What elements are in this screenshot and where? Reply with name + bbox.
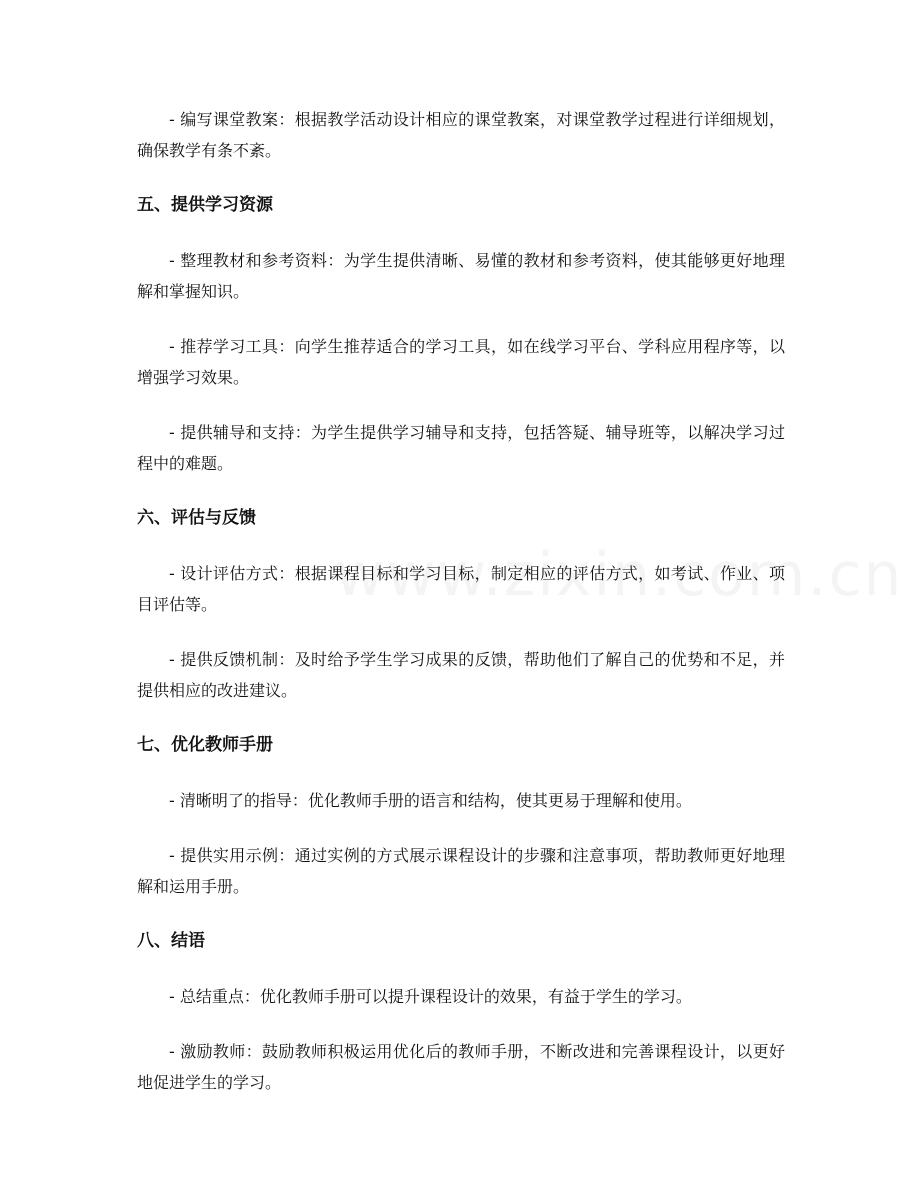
paragraph: - 提供反馈机制：及时给予学生学习成果的反馈，帮助他们了解自己的优势和不足，并提供相应的改进建议。 — [137, 650, 785, 700]
section-heading: 六、评估与反馈 — [137, 508, 256, 528]
section-heading: 七、优化教师手册 — [137, 735, 273, 755]
paragraph: - 总结重点：优化教师手册可以提升课程设计的效果，有益于学生的学习。 — [169, 987, 692, 1006]
section-heading: 五、提供学习资源 — [137, 195, 273, 215]
paragraph: - 推荐学习工具：向学生推荐适合的学习工具，如在线学习平台、学科应用程序等，以增强学习效果。 — [137, 337, 785, 387]
paragraph: - 激励教师：鼓励教师积极运用优化后的教师手册，不断改进和完善课程设计，以更好地促进学生的学习。 — [137, 1042, 785, 1092]
paragraph: - 设计评估方式：根据课程目标和学习目标，制定相应的评估方式，如考试、作业、项目评估等。 — [137, 564, 785, 614]
section-heading: 八、结语 — [137, 931, 205, 951]
paragraph: - 清晰明了的指导：优化教师手册的语言和结构，使其更易于理解和使用。 — [169, 791, 692, 810]
paragraph: - 编写课堂教案：根据教学活动设计相应的课堂教案，对课堂教学过程进行详细规划，确保教学有条不紊。 — [137, 110, 785, 160]
document-content — [137, 104, 785, 1122]
paragraph: - 整理教材和参考资料：为学生提供清晰、易懂的教材和参考资料，使其能够更好地理解和掌握知识。 — [137, 251, 785, 301]
paragraph: - 提供辅导和支持：为学生提供学习辅导和支持，包括答疑、辅导班等，以解决学习过程中的难题。 — [137, 423, 785, 473]
paragraph: - 提供实用示例：通过实例的方式展示课程设计的步骤和注意事项，帮助教师更好地理解和运用手册。 — [137, 846, 785, 896]
